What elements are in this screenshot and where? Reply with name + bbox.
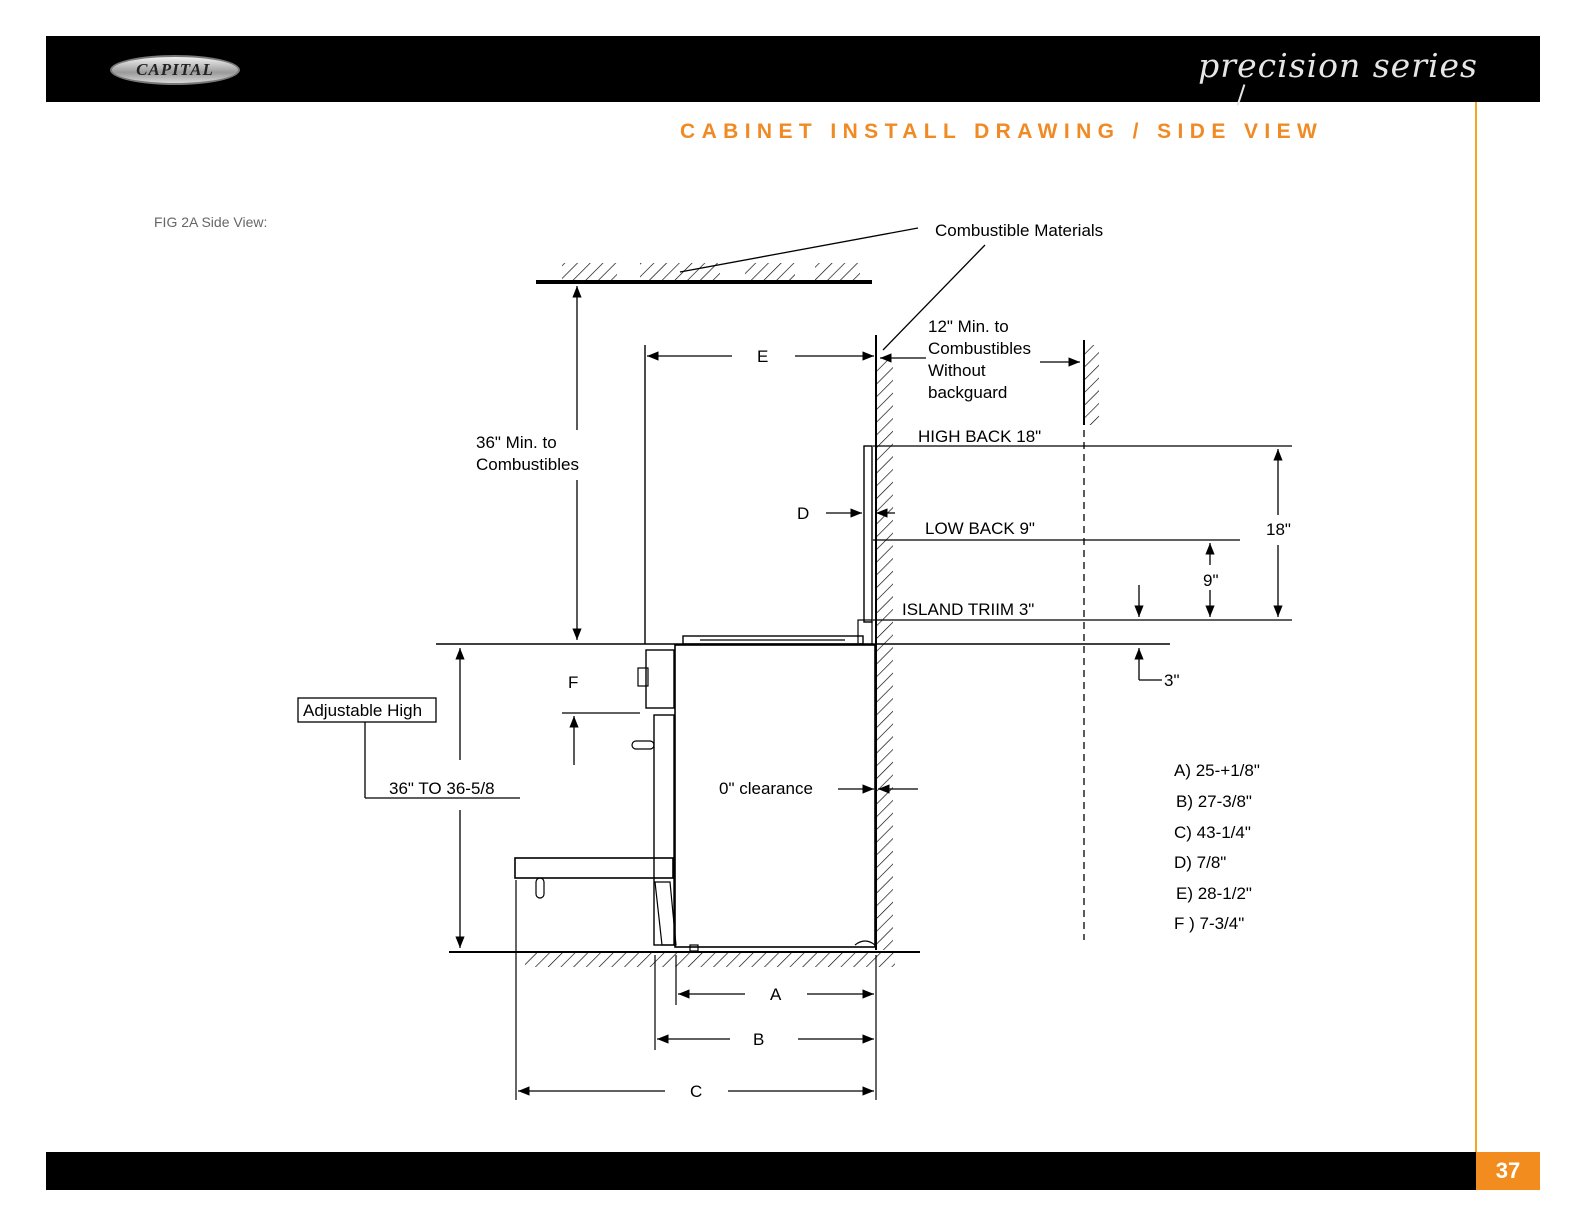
dim-9-label: 9": [1203, 571, 1219, 590]
brand-text: CAPITAL: [136, 60, 214, 79]
min-12-line-2: Combustibles: [928, 339, 1031, 358]
legend-item-e: E) 28-1/2": [1176, 884, 1252, 903]
legend-item-b: B) 27-3/8": [1176, 792, 1252, 811]
legend-item-c: C) 43-1/4": [1174, 823, 1251, 842]
dim-f-label: F: [568, 673, 579, 692]
dim-b-label: B: [753, 1030, 765, 1049]
leader-ceiling: [680, 228, 918, 272]
dim-e-label: E: [757, 347, 769, 366]
high-back-label: HIGH BACK 18": [918, 427, 1042, 446]
clearance-label: 0" clearance: [719, 779, 813, 798]
min-12-line-1: 12" Min. to: [928, 317, 1009, 336]
dim-3-label: 3": [1164, 671, 1180, 690]
page-number: 37: [1476, 1152, 1540, 1190]
series-title: precision series: [1198, 46, 1478, 85]
min-36-line-2: Combustibles: [476, 455, 579, 474]
dimension-3: [1139, 585, 1162, 680]
dimension-abc: [516, 880, 876, 1100]
adjustable-high-label: Adjustable High: [303, 701, 423, 720]
legend-item-a: A) 25-+1/8": [1174, 761, 1260, 780]
side-combustible-wall: [1084, 340, 1099, 940]
island-trim-label: ISLAND TRIIM 3": [902, 600, 1035, 619]
height-range-label: 36" TO 36-5/8: [389, 779, 495, 798]
min-12-line-4: backguard: [928, 383, 1008, 402]
dim-a-label: A: [770, 985, 782, 1004]
page-title: CABINET INSTALL DRAWING / SIDE VIEW: [680, 120, 1324, 143]
dimension-f: [562, 713, 640, 765]
dim-c-label: C: [690, 1082, 703, 1101]
legend-item-d: D) 7/8": [1174, 853, 1227, 872]
floor: [449, 952, 920, 967]
legend-item-f: F ) 7-3/4": [1174, 914, 1245, 933]
low-back-label: LOW BACK 9": [925, 519, 1035, 538]
ceiling: [536, 263, 872, 282]
figure-label: FIG 2A Side View:: [154, 214, 268, 230]
back-wall: [876, 335, 893, 950]
footer-bar: [46, 1152, 1476, 1190]
dim-18-label: 18": [1266, 520, 1291, 539]
dim-d-label: D: [797, 504, 810, 523]
min-36-line-1: 36" Min. to: [476, 433, 557, 452]
combustible-materials-label: Combustible Materials: [935, 221, 1104, 240]
dimension-height: [298, 648, 520, 948]
min-12-line-3: Without: [928, 361, 986, 380]
range-unit: [515, 345, 875, 951]
